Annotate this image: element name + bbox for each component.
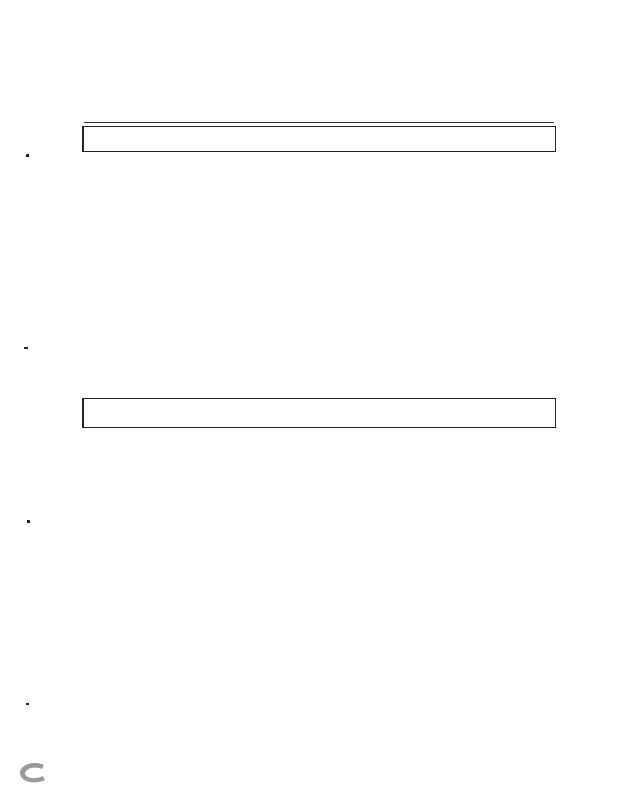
scan-mark — [26, 703, 29, 705]
scan-mark — [26, 154, 29, 157]
cummins-logo-icon — [16, 760, 58, 784]
section-m-header — [82, 126, 556, 152]
section-s-header — [82, 398, 556, 428]
divider-top — [84, 122, 554, 123]
scan-mark — [24, 347, 28, 349]
scan-mark — [27, 520, 30, 523]
